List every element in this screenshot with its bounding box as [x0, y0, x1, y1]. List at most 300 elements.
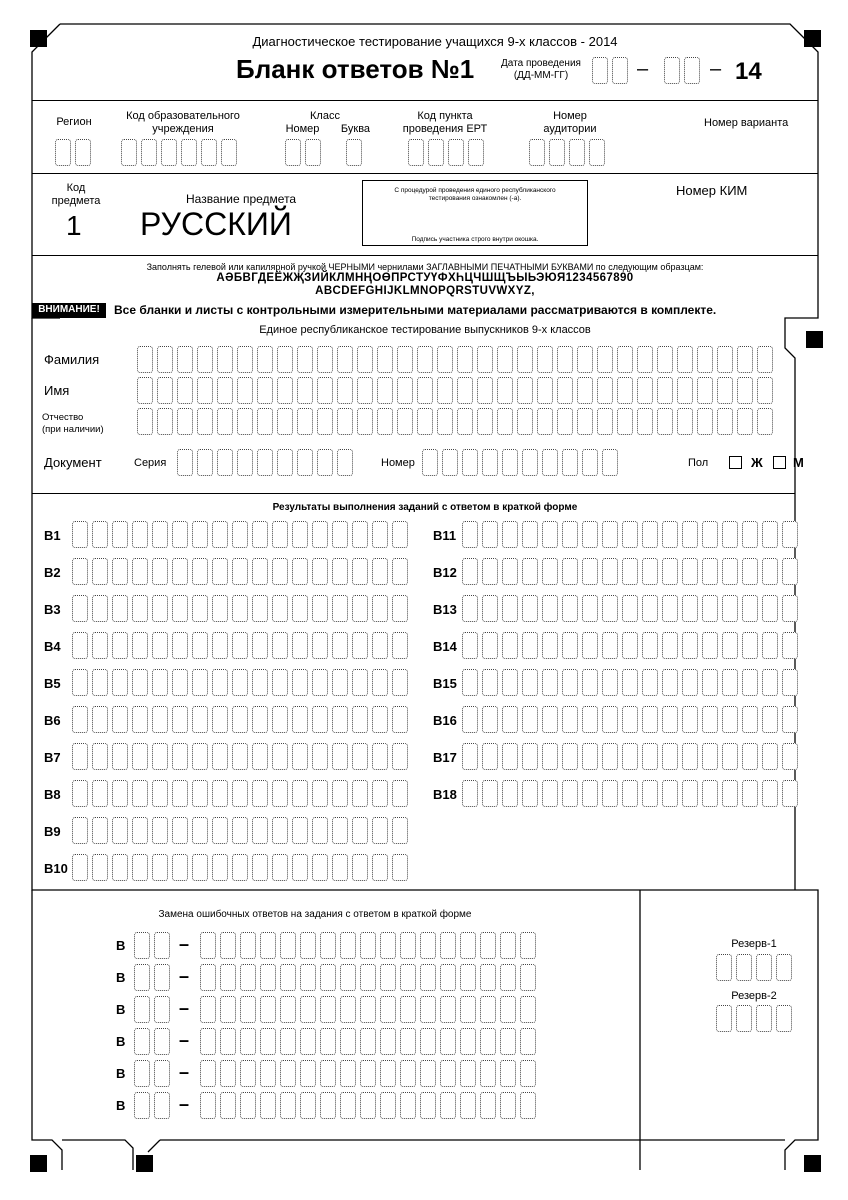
answer-cell-b17[interactable] — [702, 743, 718, 770]
patronymic-cell[interactable] — [377, 408, 393, 435]
answer-cell-b13[interactable] — [702, 595, 718, 622]
center-code-cell[interactable] — [428, 139, 444, 166]
patronymic-cell[interactable] — [397, 408, 413, 435]
name-cell[interactable] — [517, 377, 533, 404]
replacement-answer-cell[interactable] — [320, 1092, 336, 1119]
patronymic-cell[interactable] — [537, 408, 553, 435]
answer-cell-b4[interactable] — [252, 632, 268, 659]
answer-cell-b17[interactable] — [682, 743, 698, 770]
answer-cell-b10[interactable] — [152, 854, 168, 881]
answer-cell-b2[interactable] — [332, 558, 348, 585]
answer-cell-b11[interactable] — [462, 521, 478, 548]
answer-cell-b8[interactable] — [292, 780, 308, 807]
answer-cell-b18[interactable] — [542, 780, 558, 807]
replacement-answer-cell[interactable] — [500, 1060, 516, 1087]
replacement-answer-cell[interactable] — [480, 964, 496, 991]
series-cell[interactable] — [177, 449, 193, 476]
answer-cell-b11[interactable] — [762, 521, 778, 548]
answer-cell-b3[interactable] — [352, 595, 368, 622]
answer-cell-b13[interactable] — [462, 595, 478, 622]
surname-cell[interactable] — [537, 346, 553, 373]
name-cell[interactable] — [657, 377, 673, 404]
replacement-answer-cell[interactable] — [520, 996, 536, 1023]
replacement-answer-cell[interactable] — [240, 1060, 256, 1087]
replacement-answer-cell[interactable] — [420, 964, 436, 991]
answer-cell-b3[interactable] — [252, 595, 268, 622]
replacement-answer-cell[interactable] — [520, 1028, 536, 1055]
replacement-answer-cell[interactable] — [320, 1028, 336, 1055]
replacement-answer-cell[interactable] — [240, 932, 256, 959]
answer-cell-b12[interactable] — [642, 558, 658, 585]
answer-cell-b14[interactable] — [702, 632, 718, 659]
answer-cell-b17[interactable] — [622, 743, 638, 770]
replacement-answer-cell[interactable] — [460, 964, 476, 991]
name-cell[interactable] — [417, 377, 433, 404]
answer-cell-b15[interactable] — [462, 669, 478, 696]
replacement-answer-cell[interactable] — [340, 1028, 356, 1055]
patronymic-cell[interactable] — [517, 408, 533, 435]
answer-cell-b15[interactable] — [582, 669, 598, 696]
name-cell[interactable] — [337, 377, 353, 404]
answer-cell-b2[interactable] — [312, 558, 328, 585]
surname-cell[interactable] — [397, 346, 413, 373]
answer-cell-b15[interactable] — [682, 669, 698, 696]
replacement-answer-cell[interactable] — [380, 996, 396, 1023]
patronymic-cell[interactable] — [697, 408, 713, 435]
answer-cell-b17[interactable] — [602, 743, 618, 770]
replacement-answer-cell[interactable] — [360, 964, 376, 991]
school-code-cell[interactable] — [201, 139, 217, 166]
answer-cell-b15[interactable] — [722, 669, 738, 696]
answer-cell-b12[interactable] — [542, 558, 558, 585]
answer-cell-b12[interactable] — [602, 558, 618, 585]
answer-cell-b16[interactable] — [662, 706, 678, 733]
answer-cell-b18[interactable] — [722, 780, 738, 807]
answer-cell-b14[interactable] — [722, 632, 738, 659]
replacement-answer-cell[interactable] — [420, 996, 436, 1023]
answer-cell-b9[interactable] — [192, 817, 208, 844]
answer-cell-b1[interactable] — [332, 521, 348, 548]
replacement-answer-cell[interactable] — [280, 964, 296, 991]
answer-cell-b17[interactable] — [762, 743, 778, 770]
answer-cell-b17[interactable] — [502, 743, 518, 770]
surname-cell[interactable] — [297, 346, 313, 373]
name-cell[interactable] — [197, 377, 213, 404]
answer-cell-b15[interactable] — [522, 669, 538, 696]
replacement-answer-cell[interactable] — [320, 996, 336, 1023]
replacement-answer-cell[interactable] — [340, 1092, 356, 1119]
patronymic-cell[interactable] — [257, 408, 273, 435]
patronymic-cell[interactable] — [337, 408, 353, 435]
patronymic-cell[interactable] — [357, 408, 373, 435]
room-number-cell[interactable] — [529, 139, 545, 166]
name-cell[interactable] — [297, 377, 313, 404]
answer-cell-b1[interactable] — [172, 521, 188, 548]
name-cell[interactable] — [537, 377, 553, 404]
replacement-answer-cell[interactable] — [440, 1028, 456, 1055]
answer-cell-b13[interactable] — [522, 595, 538, 622]
replacement-answer-cell[interactable] — [380, 1092, 396, 1119]
name-cell[interactable] — [397, 377, 413, 404]
replacement-answer-cell[interactable] — [460, 1060, 476, 1087]
replacement-task-cell[interactable] — [134, 1092, 150, 1119]
answer-cell-b14[interactable] — [682, 632, 698, 659]
replacement-answer-cell[interactable] — [420, 932, 436, 959]
patronymic-cell[interactable] — [557, 408, 573, 435]
document-number-cell[interactable] — [442, 449, 458, 476]
replacement-answer-cell[interactable] — [520, 1092, 536, 1119]
room-number-cell[interactable] — [589, 139, 605, 166]
replacement-task-cell[interactable] — [154, 1092, 170, 1119]
answer-cell-b3[interactable] — [272, 595, 288, 622]
answer-cell-b5[interactable] — [72, 669, 88, 696]
answer-cell-b10[interactable] — [292, 854, 308, 881]
school-code-cell[interactable] — [121, 139, 137, 166]
surname-cell[interactable] — [597, 346, 613, 373]
answer-cell-b6[interactable] — [272, 706, 288, 733]
replacement-answer-cell[interactable] — [420, 1028, 436, 1055]
surname-cell[interactable] — [237, 346, 253, 373]
replacement-answer-cell[interactable] — [240, 1092, 256, 1119]
replacement-answer-cell[interactable] — [200, 1060, 216, 1087]
answer-cell-b4[interactable] — [132, 632, 148, 659]
answer-cell-b17[interactable] — [642, 743, 658, 770]
answer-cell-b3[interactable] — [332, 595, 348, 622]
answer-cell-b9[interactable] — [212, 817, 228, 844]
date-month-cell[interactable] — [664, 57, 680, 84]
patronymic-cell[interactable] — [197, 408, 213, 435]
surname-cell[interactable] — [657, 346, 673, 373]
surname-cell[interactable] — [437, 346, 453, 373]
answer-cell-b5[interactable] — [132, 669, 148, 696]
answer-cell-b7[interactable] — [232, 743, 248, 770]
answer-cell-b2[interactable] — [352, 558, 368, 585]
answer-cell-b12[interactable] — [782, 558, 798, 585]
answer-cell-b16[interactable] — [502, 706, 518, 733]
replacement-answer-cell[interactable] — [480, 1092, 496, 1119]
answer-cell-b6[interactable] — [192, 706, 208, 733]
patronymic-cell[interactable] — [137, 408, 153, 435]
replacement-answer-cell[interactable] — [200, 996, 216, 1023]
replacement-answer-cell[interactable] — [220, 996, 236, 1023]
answer-cell-b1[interactable] — [152, 521, 168, 548]
replacement-answer-cell[interactable] — [300, 1092, 316, 1119]
replacement-answer-cell[interactable] — [380, 964, 396, 991]
answer-cell-b18[interactable] — [762, 780, 778, 807]
answer-cell-b10[interactable] — [72, 854, 88, 881]
answer-cell-b13[interactable] — [742, 595, 758, 622]
answer-cell-b12[interactable] — [482, 558, 498, 585]
answer-cell-b14[interactable] — [482, 632, 498, 659]
name-cell[interactable] — [717, 377, 733, 404]
answer-cell-b15[interactable] — [742, 669, 758, 696]
surname-cell[interactable] — [177, 346, 193, 373]
replacement-answer-cell[interactable] — [460, 1028, 476, 1055]
answer-cell-b11[interactable] — [662, 521, 678, 548]
answer-cell-b15[interactable] — [502, 669, 518, 696]
answer-cell-b5[interactable] — [92, 669, 108, 696]
replacement-answer-cell[interactable] — [480, 996, 496, 1023]
answer-cell-b1[interactable] — [132, 521, 148, 548]
answer-cell-b13[interactable] — [582, 595, 598, 622]
answer-cell-b12[interactable] — [702, 558, 718, 585]
school-code-cell[interactable] — [221, 139, 237, 166]
answer-cell-b4[interactable] — [332, 632, 348, 659]
replacement-answer-cell[interactable] — [280, 1028, 296, 1055]
answer-cell-b10[interactable] — [132, 854, 148, 881]
surname-cell[interactable] — [357, 346, 373, 373]
answer-cell-b13[interactable] — [662, 595, 678, 622]
answer-cell-b10[interactable] — [372, 854, 388, 881]
answer-cell-b15[interactable] — [602, 669, 618, 696]
replacement-answer-cell[interactable] — [500, 1092, 516, 1119]
answer-cell-b16[interactable] — [602, 706, 618, 733]
answer-cell-b17[interactable] — [542, 743, 558, 770]
answer-cell-b7[interactable] — [92, 743, 108, 770]
answer-cell-b14[interactable] — [542, 632, 558, 659]
answer-cell-b15[interactable] — [542, 669, 558, 696]
answer-cell-b15[interactable] — [762, 669, 778, 696]
answer-cell-b4[interactable] — [172, 632, 188, 659]
answer-cell-b18[interactable] — [702, 780, 718, 807]
answer-cell-b7[interactable] — [252, 743, 268, 770]
answer-cell-b18[interactable] — [582, 780, 598, 807]
replacement-answer-cell[interactable] — [240, 964, 256, 991]
patronymic-cell[interactable] — [237, 408, 253, 435]
answer-cell-b12[interactable] — [462, 558, 478, 585]
answer-cell-b14[interactable] — [562, 632, 578, 659]
surname-cell[interactable] — [577, 346, 593, 373]
series-cell[interactable] — [257, 449, 273, 476]
gender-male-checkbox[interactable] — [773, 456, 786, 469]
answer-cell-b12[interactable] — [662, 558, 678, 585]
answer-cell-b9[interactable] — [112, 817, 128, 844]
replacement-answer-cell[interactable] — [260, 1092, 276, 1119]
answer-cell-b8[interactable] — [352, 780, 368, 807]
answer-cell-b16[interactable] — [462, 706, 478, 733]
answer-cell-b11[interactable] — [522, 521, 538, 548]
room-number-cell[interactable] — [569, 139, 585, 166]
answer-cell-b4[interactable] — [272, 632, 288, 659]
answer-cell-b16[interactable] — [762, 706, 778, 733]
answer-cell-b18[interactable] — [562, 780, 578, 807]
patronymic-cell[interactable] — [497, 408, 513, 435]
answer-cell-b9[interactable] — [252, 817, 268, 844]
answer-cell-b11[interactable] — [542, 521, 558, 548]
surname-cell[interactable] — [617, 346, 633, 373]
answer-cell-b11[interactable] — [782, 521, 798, 548]
replacement-answer-cell[interactable] — [220, 1092, 236, 1119]
replacement-answer-cell[interactable] — [360, 932, 376, 959]
answer-cell-b17[interactable] — [522, 743, 538, 770]
answer-cell-b16[interactable] — [722, 706, 738, 733]
replacement-answer-cell[interactable] — [400, 1028, 416, 1055]
replacement-answer-cell[interactable] — [480, 1060, 496, 1087]
answer-cell-b12[interactable] — [562, 558, 578, 585]
answer-cell-b16[interactable] — [742, 706, 758, 733]
name-cell[interactable] — [357, 377, 373, 404]
replacement-answer-cell[interactable] — [480, 932, 496, 959]
answer-cell-b11[interactable] — [742, 521, 758, 548]
gender-female-checkbox[interactable] — [729, 456, 742, 469]
answer-cell-b13[interactable] — [722, 595, 738, 622]
answer-cell-b4[interactable] — [352, 632, 368, 659]
answer-cell-b4[interactable] — [392, 632, 408, 659]
answer-cell-b7[interactable] — [132, 743, 148, 770]
series-cell[interactable] — [237, 449, 253, 476]
replacement-answer-cell[interactable] — [400, 964, 416, 991]
replacement-task-cell[interactable] — [154, 996, 170, 1023]
replacement-answer-cell[interactable] — [420, 1092, 436, 1119]
answer-cell-b2[interactable] — [92, 558, 108, 585]
surname-cell[interactable] — [337, 346, 353, 373]
document-number-cell[interactable] — [522, 449, 538, 476]
answer-cell-b5[interactable] — [172, 669, 188, 696]
replacement-task-cell[interactable] — [154, 1028, 170, 1055]
patronymic-cell[interactable] — [277, 408, 293, 435]
answer-cell-b17[interactable] — [662, 743, 678, 770]
answer-cell-b13[interactable] — [542, 595, 558, 622]
answer-cell-b2[interactable] — [192, 558, 208, 585]
answer-cell-b18[interactable] — [602, 780, 618, 807]
name-cell[interactable] — [217, 377, 233, 404]
series-cell[interactable] — [277, 449, 293, 476]
name-cell[interactable] — [257, 377, 273, 404]
answer-cell-b6[interactable] — [72, 706, 88, 733]
replacement-answer-cell[interactable] — [360, 1060, 376, 1087]
replacement-answer-cell[interactable] — [520, 1060, 536, 1087]
replacement-answer-cell[interactable] — [340, 1060, 356, 1087]
replacement-answer-cell[interactable] — [320, 1060, 336, 1087]
replacement-answer-cell[interactable] — [520, 932, 536, 959]
answer-cell-b13[interactable] — [502, 595, 518, 622]
name-cell[interactable] — [597, 377, 613, 404]
answer-cell-b18[interactable] — [502, 780, 518, 807]
reserve2-cell[interactable] — [736, 1005, 752, 1032]
answer-cell-b5[interactable] — [212, 669, 228, 696]
replacement-answer-cell[interactable] — [480, 1028, 496, 1055]
answer-cell-b2[interactable] — [232, 558, 248, 585]
answer-cell-b2[interactable] — [152, 558, 168, 585]
answer-cell-b10[interactable] — [92, 854, 108, 881]
answer-cell-b12[interactable] — [522, 558, 538, 585]
answer-cell-b11[interactable] — [602, 521, 618, 548]
replacement-task-cell[interactable] — [154, 932, 170, 959]
replacement-task-cell[interactable] — [134, 964, 150, 991]
series-cell[interactable] — [317, 449, 333, 476]
class-number-cell[interactable] — [305, 139, 321, 166]
answer-cell-b3[interactable] — [372, 595, 388, 622]
replacement-answer-cell[interactable] — [500, 1028, 516, 1055]
answer-cell-b12[interactable] — [742, 558, 758, 585]
answer-cell-b15[interactable] — [782, 669, 798, 696]
patronymic-cell[interactable] — [157, 408, 173, 435]
patronymic-cell[interactable] — [417, 408, 433, 435]
replacement-answer-cell[interactable] — [300, 964, 316, 991]
answer-cell-b1[interactable] — [352, 521, 368, 548]
replacement-answer-cell[interactable] — [500, 964, 516, 991]
patronymic-cell[interactable] — [477, 408, 493, 435]
school-code-cell[interactable] — [181, 139, 197, 166]
replacement-answer-cell[interactable] — [520, 964, 536, 991]
series-cell[interactable] — [297, 449, 313, 476]
answer-cell-b5[interactable] — [252, 669, 268, 696]
answer-cell-b1[interactable] — [112, 521, 128, 548]
answer-cell-b14[interactable] — [582, 632, 598, 659]
answer-cell-b14[interactable] — [642, 632, 658, 659]
answer-cell-b8[interactable] — [132, 780, 148, 807]
answer-cell-b12[interactable] — [502, 558, 518, 585]
patronymic-cell[interactable] — [617, 408, 633, 435]
replacement-answer-cell[interactable] — [280, 932, 296, 959]
answer-cell-b5[interactable] — [372, 669, 388, 696]
replacement-task-cell[interactable] — [154, 1060, 170, 1087]
answer-cell-b1[interactable] — [192, 521, 208, 548]
answer-cell-b14[interactable] — [462, 632, 478, 659]
reserve1-cell[interactable] — [716, 954, 732, 981]
answer-cell-b17[interactable] — [722, 743, 738, 770]
answer-cell-b14[interactable] — [782, 632, 798, 659]
replacement-task-cell[interactable] — [134, 1060, 150, 1087]
signature-box[interactable] — [362, 180, 588, 246]
center-code-cell[interactable] — [468, 139, 484, 166]
patronymic-cell[interactable] — [717, 408, 733, 435]
replacement-answer-cell[interactable] — [200, 1092, 216, 1119]
answer-cell-b11[interactable] — [622, 521, 638, 548]
series-cell[interactable] — [217, 449, 233, 476]
answer-cell-b3[interactable] — [312, 595, 328, 622]
answer-cell-b9[interactable] — [152, 817, 168, 844]
patronymic-cell[interactable] — [677, 408, 693, 435]
replacement-answer-cell[interactable] — [260, 932, 276, 959]
answer-cell-b18[interactable] — [482, 780, 498, 807]
answer-cell-b14[interactable] — [502, 632, 518, 659]
answer-cell-b18[interactable] — [462, 780, 478, 807]
answer-cell-b1[interactable] — [92, 521, 108, 548]
answer-cell-b1[interactable] — [372, 521, 388, 548]
answer-cell-b6[interactable] — [112, 706, 128, 733]
answer-cell-b10[interactable] — [392, 854, 408, 881]
answer-cell-b5[interactable] — [232, 669, 248, 696]
surname-cell[interactable] — [197, 346, 213, 373]
replacement-answer-cell[interactable] — [440, 932, 456, 959]
answer-cell-b7[interactable] — [292, 743, 308, 770]
replacement-answer-cell[interactable] — [400, 932, 416, 959]
answer-cell-b8[interactable] — [192, 780, 208, 807]
answer-cell-b8[interactable] — [232, 780, 248, 807]
replacement-answer-cell[interactable] — [380, 1028, 396, 1055]
answer-cell-b4[interactable] — [112, 632, 128, 659]
reserve2-cell[interactable] — [716, 1005, 732, 1032]
patronymic-cell[interactable] — [597, 408, 613, 435]
answer-cell-b11[interactable] — [722, 521, 738, 548]
school-code-cell[interactable] — [161, 139, 177, 166]
answer-cell-b1[interactable] — [392, 521, 408, 548]
answer-cell-b15[interactable] — [622, 669, 638, 696]
patronymic-cell[interactable] — [657, 408, 673, 435]
reserve1-cell[interactable] — [776, 954, 792, 981]
answer-cell-b5[interactable] — [152, 669, 168, 696]
replacement-answer-cell[interactable] — [260, 996, 276, 1023]
answer-cell-b6[interactable] — [152, 706, 168, 733]
document-number-cell[interactable] — [462, 449, 478, 476]
class-letter-cell[interactable] — [346, 139, 362, 166]
answer-cell-b2[interactable] — [292, 558, 308, 585]
room-number-cell[interactable] — [549, 139, 565, 166]
replacement-answer-cell[interactable] — [220, 932, 236, 959]
class-number-cell[interactable] — [285, 139, 301, 166]
answer-cell-b10[interactable] — [332, 854, 348, 881]
